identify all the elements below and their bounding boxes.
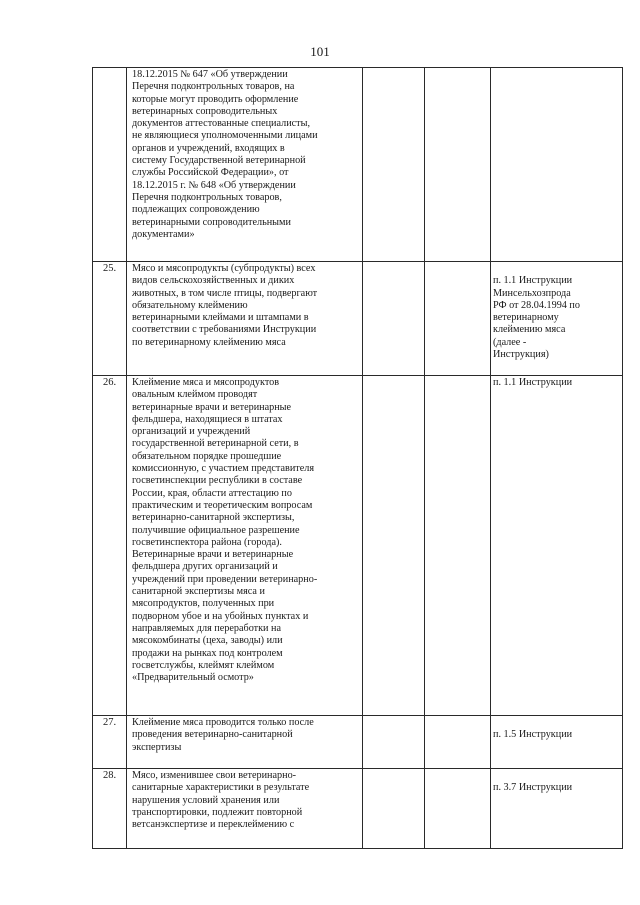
empty-cell	[363, 262, 425, 376]
requirement-text: Клеймение мяса проводится только после проведения ветеринарно-санитарной экспертизы	[127, 716, 363, 769]
legal-reference: п. 1.5 Инструкции	[491, 716, 623, 769]
row-number: 26.	[93, 376, 127, 716]
row-number: 27.	[93, 716, 127, 769]
empty-cell	[425, 716, 491, 769]
empty-cell	[363, 716, 425, 769]
requirement-text: 18.12.2015 № 647 «Об утверждении Перечня подконтрольных товаров, на которые могут проводить оформление ветеринарных сопроводительных документов аттестованные специалисты, не являющиеся уполномоченными лицами органов и учреждений, входящих в систему Государственной ветеринарной службы Российской Федерации», от 18.12.2015 г. № 648 «Об утверждении Перечня подконтрольных товаров, подлежащих сопровождению ветеринарными сопроводительными документами»	[127, 68, 363, 262]
empty-cell	[363, 68, 425, 262]
row-number	[93, 68, 127, 262]
empty-cell	[363, 769, 425, 849]
legal-reference: п. 1.1 Инструкции	[491, 376, 623, 716]
legal-reference: п. 3.7 Инструкции	[491, 769, 623, 849]
row-number: 28.	[93, 769, 127, 849]
requirement-text: Клеймение мяса и мясопродуктов овальным клеймом проводят ветеринарные врачи и ветеринарные фельдшера, находящиеся в штатах организаций и учреждений государственной ветеринарной сети, в обязательном порядке прошедшие комиссионную, с участием представителя госветинспекции республики в составе России, края, области аттестацию по практическим и теоретическим вопросам ветеринарно-санитарной экспертизы, получившие официальное разрешение госветинспектора района (города). Ветеринарные врачи и ветеринарные фельдшера других организаций и учреждений при проведении ветеринарно- санитарной экспертизы мяса и мясопродуктов, полученных при подворном убое и на убойных пунктах и направляемых для переработки на мясокомбинаты (цеха, заводы) или продажи на рынках под контролем госветслужбы, клеймят клеймом «Предварительный осмотр»	[127, 376, 363, 716]
empty-cell	[425, 68, 491, 262]
page-number: 101	[310, 44, 330, 59]
table-row	[93, 68, 623, 262]
row-number: 25.	[93, 262, 127, 376]
empty-cell	[425, 769, 491, 849]
empty-cell	[425, 262, 491, 376]
table-row	[93, 376, 623, 716]
empty-cell	[363, 376, 425, 716]
legal-reference: п. 1.1 Инструкции Минсельхозпрода РФ от 28.04.1994 по ветеринарному клеймению мяса (далее - Инструкция)	[491, 262, 623, 376]
requirements-table	[92, 67, 623, 849]
table-row	[93, 262, 623, 376]
table-row	[93, 716, 623, 769]
legal-reference	[491, 68, 623, 262]
table-row	[93, 769, 623, 849]
requirement-text: Мясо, изменившее свои ветеринарно- санитарные характеристики в результате нарушения условий хранения или транспортировки, подлежит повторной ветсанэкспертизе и переклеймению с	[127, 769, 363, 849]
requirement-text: Мясо и мясопродукты (субпродукты) всех видов сельскохозяйственных и диких животных, в том числе птицы, подвергают обязательному клеймению ветеринарными клеймами и штампами в соответствии с требованиями Инструкции по ветеринарному клеймению мяса	[127, 262, 363, 376]
empty-cell	[425, 376, 491, 716]
